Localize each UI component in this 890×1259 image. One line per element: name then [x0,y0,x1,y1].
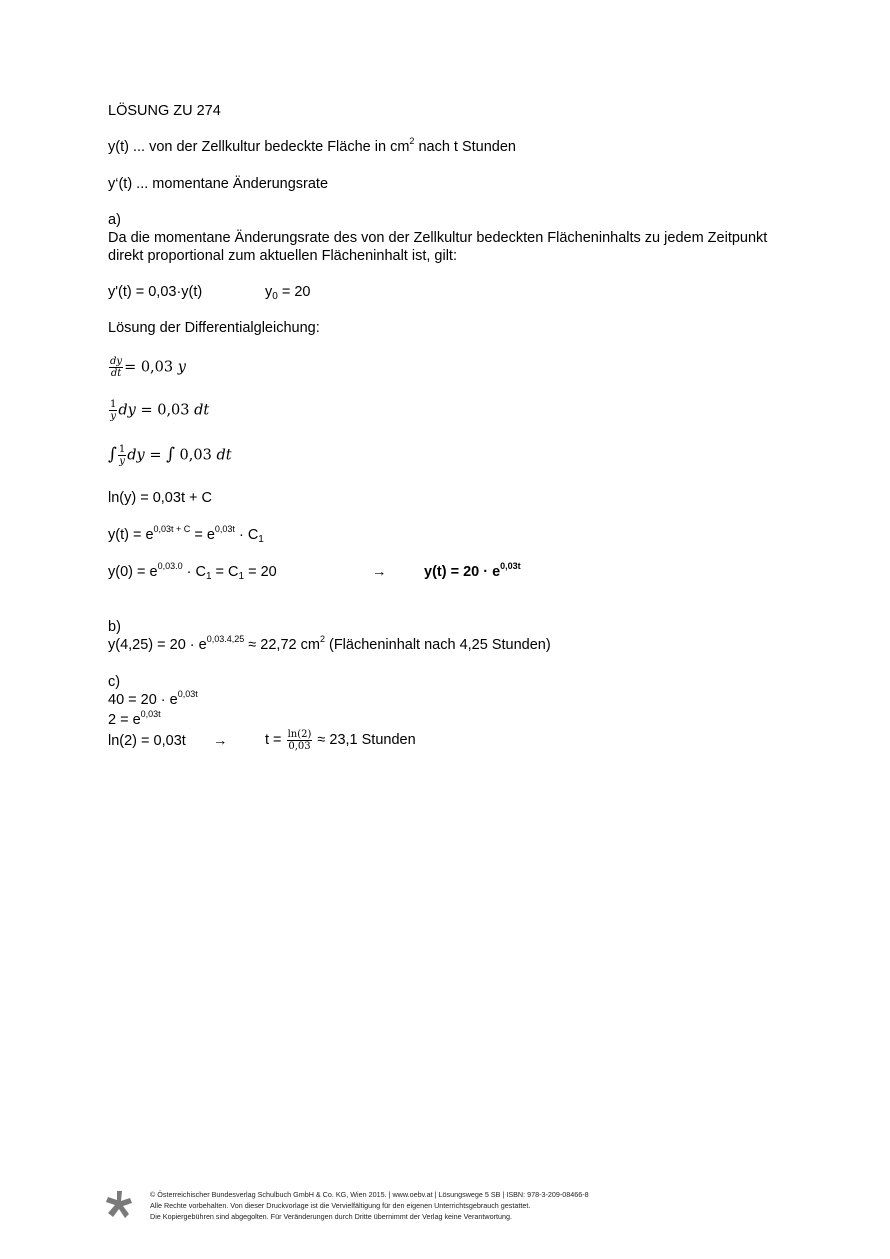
equation-2 [108,399,209,422]
subscript: 0 [272,291,278,302]
integral-symbol: ∫ [166,444,175,465]
initial-value: = 20 [277,284,311,300]
definition-derivative: y‘(t) ... momentane Änderungsrate [108,176,329,192]
numerator: 1 [118,444,126,455]
equation-lhs: dy [118,402,136,419]
initial-condition [265,285,310,300]
part-c-line1-text: 40 = 20 · e [108,692,178,708]
exponent: 0,03t [500,561,521,571]
exponent: 0,03t [214,524,235,534]
eq6-part: · C [182,564,206,580]
fraction [287,729,313,752]
eq6-part: y(0) = e [108,564,158,580]
result-base: y(t) = 20 · e [424,564,501,580]
footer-line: Alle Rechte vorbehalten. Von dieser Druckvorlage ist die Vervielfältigung für den eigenen Unterrichtsgebrauch gestattet. [150,1201,531,1210]
exponent: 2 [319,634,325,644]
equation-rhs: = 0,03 [140,402,195,419]
denominator: 0,03 [288,740,311,752]
subscript: 1 [258,534,264,545]
part-b-lhs: y(4,25) = 20 · e [108,637,207,653]
footer [150,1189,589,1222]
eq6-part: = C [211,564,239,580]
part-b-note: (Flächeninhalt nach 4,25 Stunden) [324,637,551,653]
equals: = [149,447,167,464]
part-c-line3: ln(2) = 0,03t [108,733,186,749]
equation-3 [108,444,232,467]
numerator: dy [110,356,123,367]
part-c-line2-text: 2 = e [108,712,141,728]
denominator: y [119,456,125,467]
subscript: 1 [238,571,245,582]
part-c-line1 [108,689,198,708]
arrow-icon: → [372,564,387,580]
equation-5 [108,524,264,545]
part-c-result [265,728,416,752]
exponent: 0,03t [177,689,198,699]
exponent: 0,03.0 [157,561,183,571]
equation-rhs: = 0,03 [124,359,178,376]
definition-y-text: y(t) ... von der Zellkultur bedeckte Fläche in cm [108,139,410,155]
eq5-part: = e [190,527,215,543]
footer-line: Die Kopiergebühren sind abgegolten. Für Veränderungen durch Dritte übernimmt der Verlag keine Verantwortung. [150,1212,512,1221]
variable: y [177,359,186,376]
definition-y [108,136,516,155]
part-b-value: ≈ 22,72 cm [244,637,320,653]
equation-rhs: 0,03 [174,447,217,464]
denominator: dt [110,368,122,379]
numerator: 1 [110,399,117,410]
exponent: 2 [409,136,415,146]
variable: dt [194,402,210,419]
footer-line: © Österreichischer Bundesverlag Schulbuch GmbH & Co. KG, Wien 2015. | www.oebv.at | Lösungswege 5 SB | ISBN: 978-3-209-08466-8 [150,1190,589,1199]
t-result: ≈ 23,1 Stunden [313,732,416,748]
equation-6 [108,561,277,582]
eq6-part: = 20 [244,564,277,580]
denominator: y [110,411,117,422]
ode-equation: y'(t) = 0,03·y(t) [108,284,203,300]
integral-symbol: ∫ [108,444,117,465]
arrow-icon: → [213,733,228,749]
variable: dt [216,447,232,464]
part-b-label: b) [108,619,121,635]
eq5-part: y(t) = e [108,527,154,543]
part-a-text-line1: Da die momentane Änderungsrate des von der Zellkultur bedeckten Flächeninhalts zu jedem Zeitpunkt [108,230,768,246]
part-c-label: c) [108,674,121,690]
numerator: ln(2) [287,728,312,740]
page-title: LÖSUNG ZU 274 [108,103,221,119]
equation-4: ln(y) = 0,03t + C [108,490,212,506]
exponent: 0,03t + C [153,524,191,534]
part-a-label: a) [108,212,121,228]
initial-y: y [265,284,273,300]
result-equation [424,561,521,580]
exponent: 0,03.4,25 [206,634,245,644]
solution-heading: Lösung der Differentialgleichung: [108,320,320,336]
equation-1 [108,356,186,379]
definition-y-suffix: nach t Stunden [414,139,516,155]
part-c-line2 [108,709,161,728]
fraction [109,399,117,422]
exponent: 0,03t [140,709,161,719]
fraction [118,444,126,467]
equation-lhs: dy [127,447,145,464]
eq5-part: · C [234,527,259,543]
fraction [109,356,123,379]
part-b-equation [108,634,551,653]
subscript: 1 [205,571,212,582]
part-a-text-line2: direkt proportional zum aktuellen Flächeninhalt ist, gilt: [108,248,457,264]
publisher-logo-icon [104,1190,134,1220]
t-prefix: t = [265,732,286,748]
